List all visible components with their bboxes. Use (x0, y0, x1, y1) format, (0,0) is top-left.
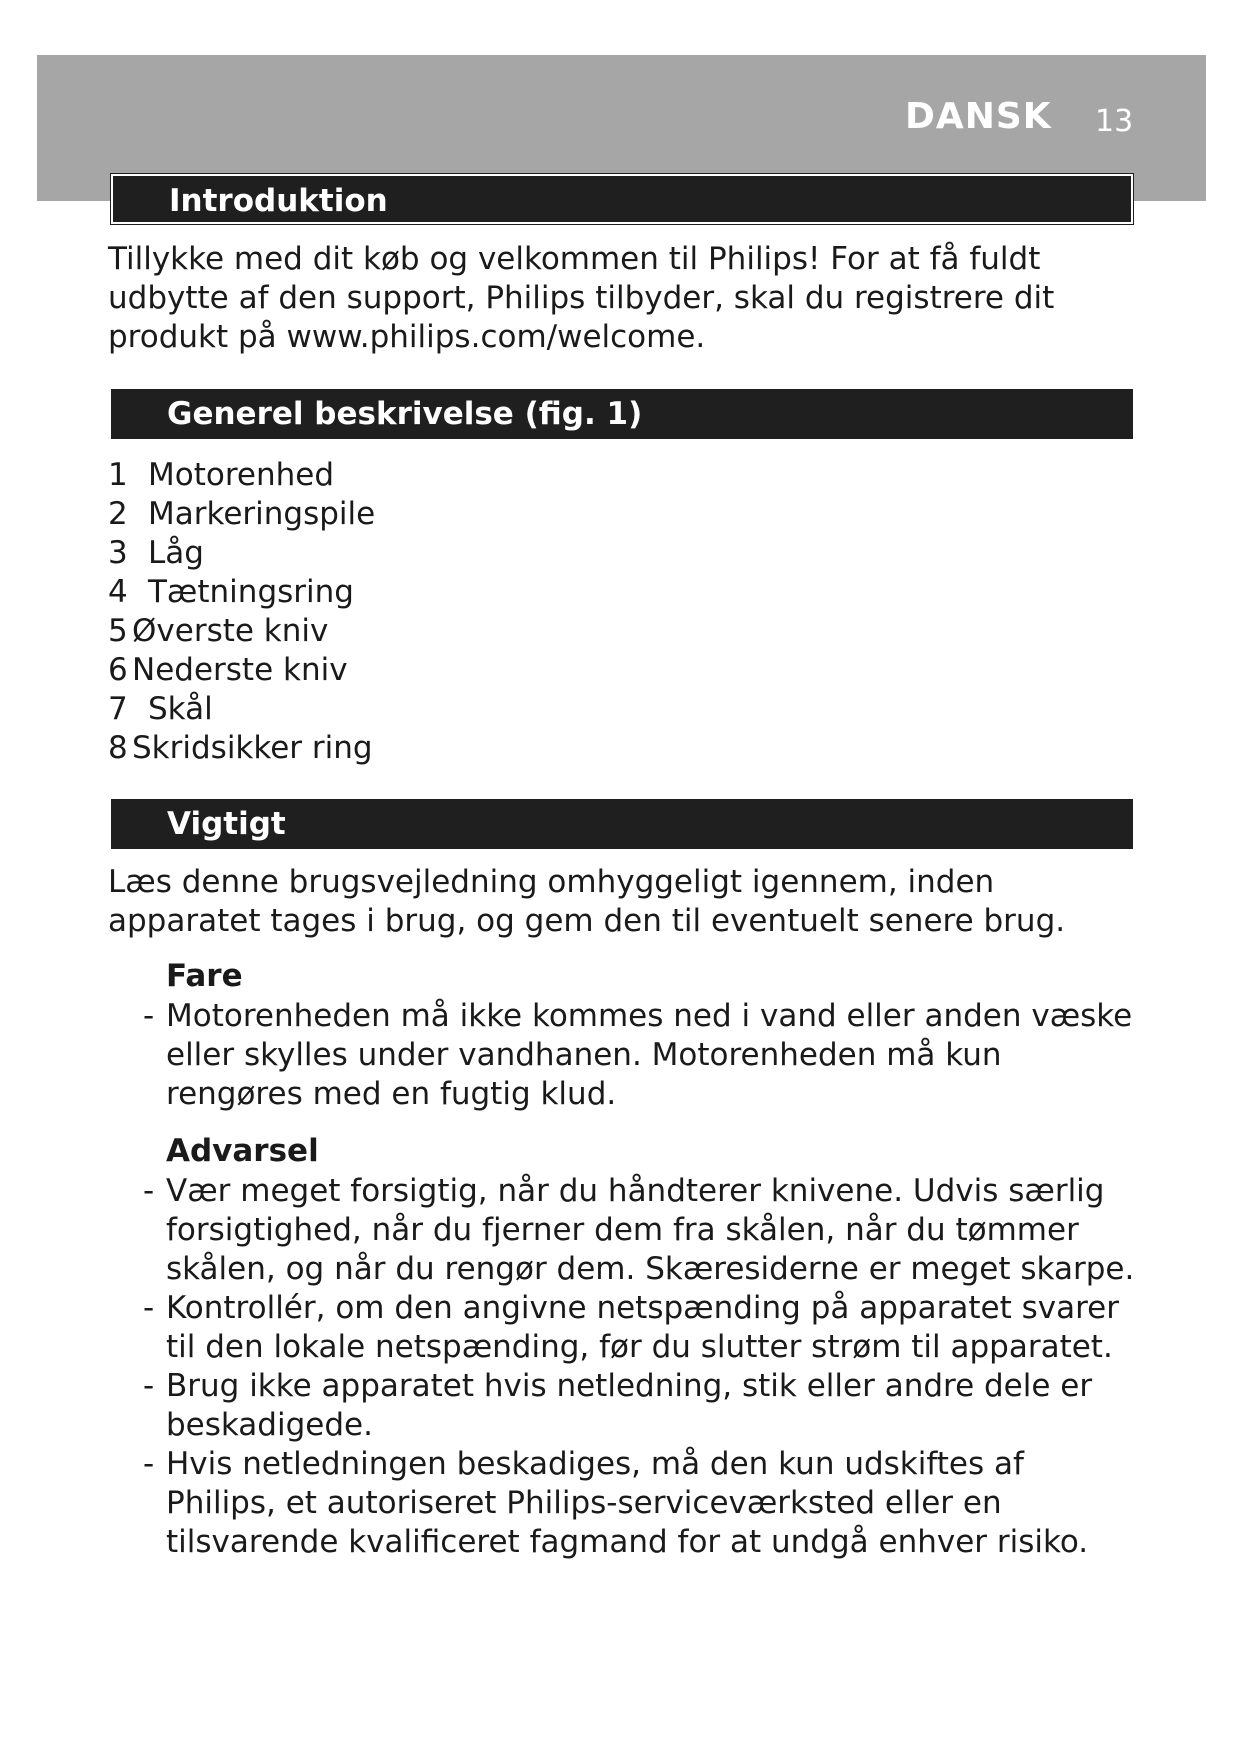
dash-bullet-icon: - (143, 1368, 155, 1404)
list-item (108, 690, 375, 729)
list-item: - Hvis netledningen beskadiges, må den kun udskiftes af Philips, et autoriseret Philips-serviceværksted eller en tilsvarende kvalificeret fagmand for at undgå enhver risiko. (143, 1446, 1089, 1560)
section-title-intro: Introduktion (111, 174, 1133, 224)
dash-bullet-icon: - (143, 1290, 155, 1326)
list-item (108, 534, 375, 573)
list-item: - Brug ikke apparatet hvis netledning, stik eller andre dele er beskadigede. (143, 1368, 1093, 1443)
item-number: 8 (108, 730, 128, 766)
item-label: Nederste kniv (132, 652, 348, 688)
item-number: 7 (108, 691, 128, 727)
list-item: - Motorenheden må ikke kommes ned i vand eller anden væske eller skylles under vandhanen. Motorenheden må kun rengøres med en fugtig klud. (143, 998, 1133, 1112)
item-number: 2 (108, 496, 128, 532)
dash-bullet-icon: - (143, 998, 155, 1034)
list-item (108, 573, 375, 612)
item-label: Motorenhed (148, 457, 335, 493)
page-number: 13 (1095, 104, 1134, 139)
list-item: - Kontrollér, om den angivne netspænding på apparatet svarer til den lokale netspænding, før du slutter strøm til apparatet. (143, 1290, 1119, 1365)
list-item (108, 456, 375, 495)
item-number: 1 (108, 457, 128, 493)
item-label: Markeringspile (148, 496, 376, 532)
list-item (108, 651, 375, 690)
dash-bullet-icon: - (143, 1173, 155, 1209)
item-label: Skridsikker ring (132, 730, 373, 766)
header-language: DANSK (905, 96, 1052, 137)
item-number: 6 (108, 652, 128, 688)
item-label: Øverste kniv (132, 613, 329, 649)
item-label: Skål (148, 691, 213, 727)
intro-text: Tillykke med dit køb og velkommen til Philips! For at få fuldt udbytte af den support, Philips tilbyder, skal du registrere dit produkt på www.philips.com/welcome. (108, 241, 1055, 355)
list-item (108, 495, 375, 534)
section-title-description: Generel beskrivelse (fig. 1) (111, 389, 1133, 439)
danger-heading: Fare (166, 958, 243, 994)
danger-list (127, 997, 1137, 1114)
item-label: Tætningsring (148, 574, 354, 610)
list-item (108, 612, 375, 651)
warning-list (127, 1172, 1137, 1562)
list-item (108, 729, 375, 768)
item-number: 4 (108, 574, 128, 610)
item-number: 5 (108, 613, 128, 649)
item-label: Låg (148, 535, 204, 571)
section-title-important: Vigtigt (111, 799, 1133, 849)
parts-list (108, 456, 375, 768)
item-number: 3 (108, 535, 128, 571)
warning-heading: Advarsel (166, 1133, 319, 1169)
important-text: Læs denne brugsvejledning omhyggeligt igennem, inden apparatet tages i brug, og gem den til eventuelt senere brug. (108, 864, 1066, 939)
list-item: - Vær meget forsigtig, når du håndterer knivene. Udvis særlig forsigtighed, når du fjerner dem fra skålen, når du tømmer skålen, og når du rengør dem. Skæresiderne er meget skarpe. (143, 1173, 1135, 1287)
dash-bullet-icon: - (143, 1446, 155, 1482)
